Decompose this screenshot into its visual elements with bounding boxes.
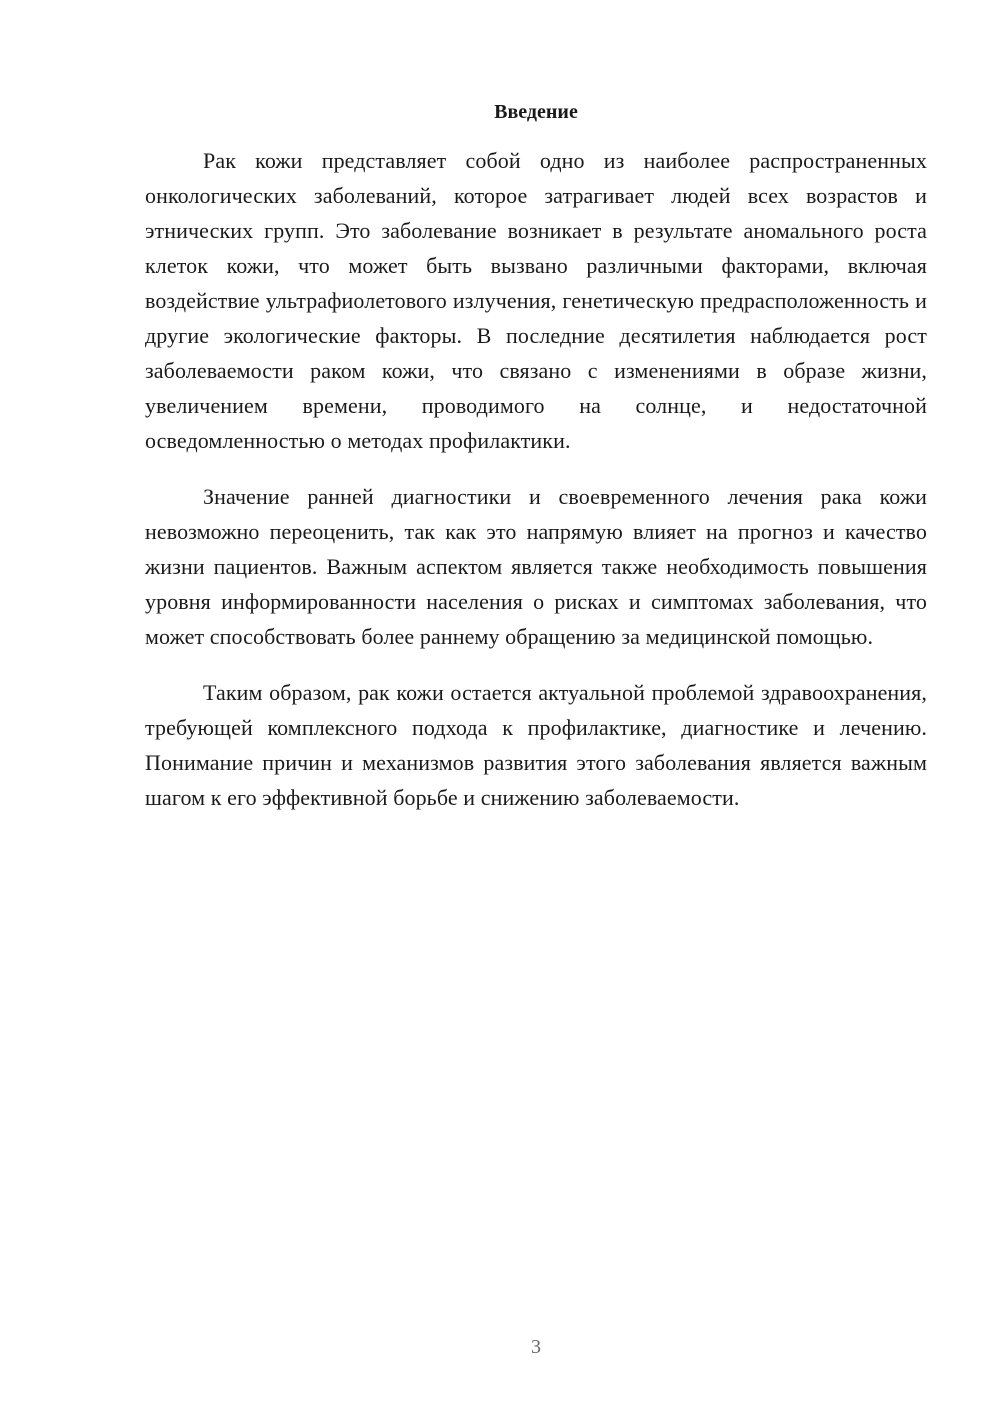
body-text	[145, 143, 927, 836]
section-title: Введение	[494, 101, 578, 123]
page-number: 3	[531, 1336, 541, 1358]
paragraph-2: Значение ранней диагностики и своевременного лечения рака кожи невозможно переоценить, так как это напрямую влияет на прогноз и качество жизни пациентов. Важным аспектом является также необходимость повышения уровня информированности населения о рисках и симптомах заболевания, что может способствовать более раннему обращению за медицинской помощью.	[145, 484, 927, 649]
paragraph-1: Рак кожи представляет собой одно из наиболее распространенных онкологических заболеваний, которое затрагивает людей всех возрастов и этнических групп. Это заболевание возникает в результате аномального роста клеток кожи, что может быть вызвано различными факторами, включая воздействие ультрафиолетового излучения, генетическую предрасположенность и другие экологические факторы. В последние десятилетия наблюдается рост заболеваемости раком кожи, что связано с изменениями в образе жизни, увеличением времени, проводимого на солнце, и недостаточной осведомленностью о методах профилактики.	[145, 148, 927, 453]
paragraph-3: Таким образом, рак кожи остается актуальной проблемой здравоохранения, требующей комплексного подхода к профилактике, диагностике и лечению. Понимание причин и механизмов развития этого заболевания является важным шагом к его эффективной борьбе и снижению заболеваемости.	[145, 680, 927, 810]
